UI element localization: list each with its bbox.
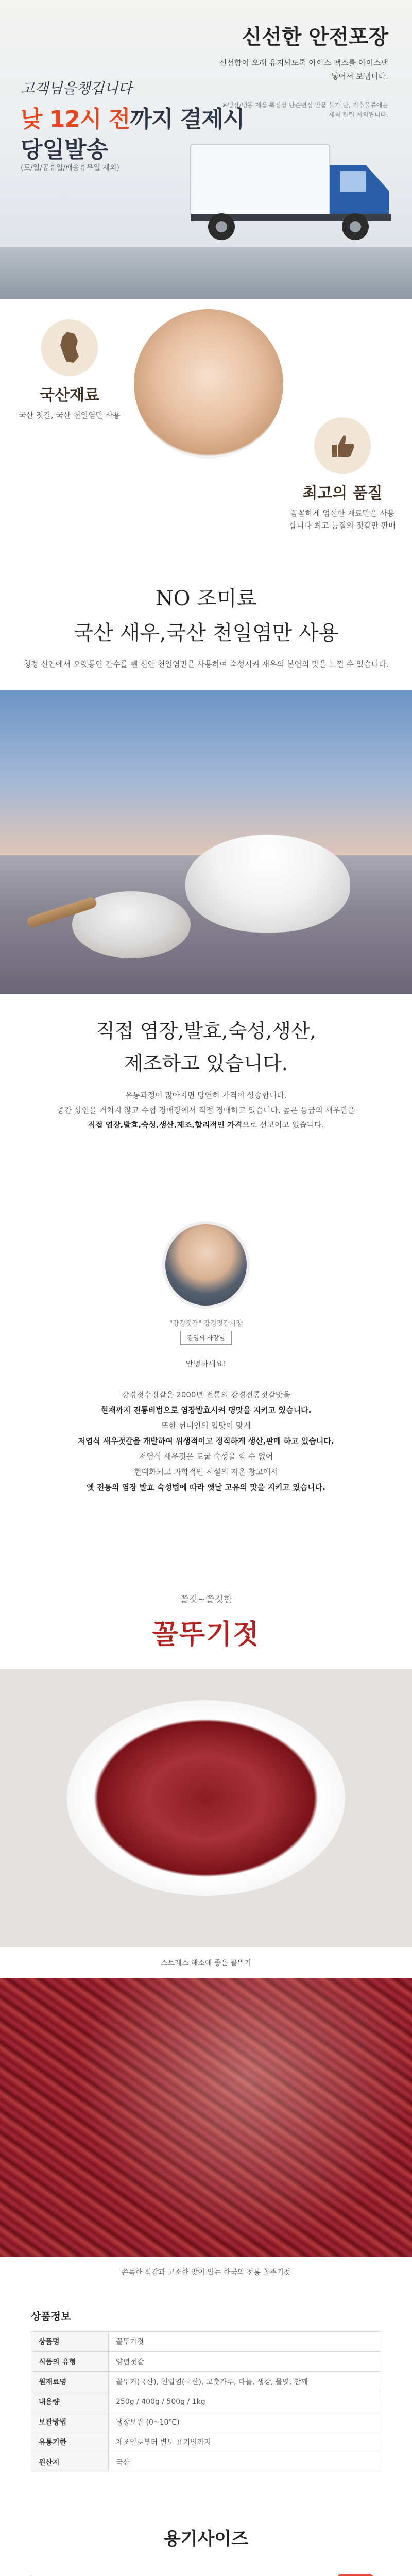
ceo-text-4: 현대화되고 과학적인 시설의 저온 창고에서 bbox=[134, 1467, 278, 1477]
table-row bbox=[31, 2412, 381, 2432]
ceo-text-1-bold: 현재까지 전통비법으로 염장발효시켜 명맛을 지키고 있습니다. bbox=[100, 1405, 312, 1415]
table-value: 250g / 400g / 500g / 1kg bbox=[109, 2392, 381, 2412]
product-tagline: 쫄깃~쫄깃한 bbox=[179, 1594, 233, 1605]
process-subheading: 제조하고 있습니다. bbox=[124, 1052, 288, 1075]
shipping-note: (토/일/공휴일/배송휴무일 제외) bbox=[21, 164, 119, 172]
ceo-caption-text: "강경젓갈" 강경젓갈시장 bbox=[169, 1320, 243, 1328]
ceo-caption bbox=[0, 1318, 412, 1345]
ceo-section bbox=[0, 1221, 412, 1566]
product-info-table bbox=[31, 2331, 381, 2472]
shipping-banner bbox=[0, 0, 412, 299]
ingredients-section bbox=[0, 299, 412, 562]
korea-map-icon bbox=[41, 319, 98, 376]
table-value: 꼴뚜기젓 bbox=[109, 2332, 381, 2352]
container-size-title: 용기사이즈 bbox=[163, 2529, 249, 2549]
badge-quality-title: 최고의 품질 bbox=[302, 484, 383, 502]
table-value: 냉장보관 (0~10℃) bbox=[109, 2412, 381, 2432]
table-value: 꼴뚜기(국산), 천일염(국산), 고춧가루, 마늘, 생강, 물엿, 참깨 bbox=[109, 2372, 381, 2392]
shipping-title bbox=[21, 100, 244, 133]
food-photo-1 bbox=[0, 1669, 412, 1947]
process-text-1: 유통과정이 많아지면 당연히 가격이 상승합니다. bbox=[125, 1091, 287, 1100]
table-value: 양념젓갈 bbox=[109, 2352, 381, 2372]
ceo-text-3: 저염식 새우젓은 토굴 숙성을 할 수 없어 bbox=[139, 1452, 273, 1461]
shipping-logo: 고객님을챙깁니다 bbox=[21, 80, 132, 97]
no-msg-subheading: 국산 새우,국산 천일염만 사용 bbox=[73, 621, 339, 645]
table-key: 원재료명 bbox=[31, 2372, 109, 2392]
process-text-bold: 직접 염장,발효,숙성,생산,제조,합리적인 가격 bbox=[88, 1120, 243, 1129]
table-key: 식품의 유형 bbox=[31, 2352, 109, 2372]
badge-quality bbox=[288, 417, 397, 532]
table-value: 국산 bbox=[109, 2452, 381, 2472]
table-row bbox=[31, 2452, 381, 2472]
shipping-subtitle: 당일발송 bbox=[21, 137, 109, 163]
no-msg-heading: NO 조미료 bbox=[155, 587, 257, 611]
ceo-greeting: 안녕하세요! bbox=[185, 1359, 227, 1368]
table-key: 유통기한 bbox=[31, 2432, 109, 2452]
table-value: 제조일로부터 별도 표기일까지 bbox=[109, 2432, 381, 2452]
process-paragraph bbox=[0, 1088, 412, 1132]
table-row bbox=[31, 2372, 381, 2392]
badge-domestic-title: 국산재료 bbox=[40, 386, 99, 404]
ceo-name-badge: 김영씨 사장님 bbox=[180, 1331, 231, 1345]
table-row bbox=[31, 2332, 381, 2352]
badge-domestic bbox=[15, 319, 124, 421]
badge-domestic-desc: 국산 젓갈, 국산 천일염만 사용 bbox=[19, 411, 121, 420]
ceo-text-2: 또한 현대인의 입맛이 맞게 bbox=[161, 1421, 251, 1430]
table-key: 내용량 bbox=[31, 2392, 109, 2412]
table-row bbox=[31, 2432, 381, 2452]
product-title-section bbox=[0, 1566, 412, 1669]
product-info-title: 상품정보 bbox=[31, 2310, 71, 2323]
delivery-truck-icon bbox=[185, 134, 402, 247]
dish-photo bbox=[67, 1700, 345, 1896]
salt-photo bbox=[0, 690, 412, 994]
packaging-note: ※냉장/냉동 제품 특성상 단순변심 반품 불가 단, 기후물류에는 세척 관련 제외됩니다. bbox=[222, 101, 388, 119]
process-heading: 직접 염장,발효,숙성,생산, bbox=[96, 1020, 316, 1042]
product-name: 꼴뚜기젓 bbox=[152, 1619, 260, 1650]
road-background bbox=[0, 247, 412, 299]
ceo-message bbox=[0, 1356, 412, 1495]
ceo-avatar bbox=[162, 1221, 250, 1309]
process-section bbox=[0, 994, 412, 1211]
badge-quality-desc: 꼼꼼하게 엄선한 재료만을 사용합니다 최고 품질의 젓갈만 판매 bbox=[289, 509, 396, 530]
container-size-row bbox=[31, 2565, 381, 2576]
ceo-text-1: 강경젓수정갈은 2000년 전통의 강경전통젓갈맛을 bbox=[122, 1390, 290, 1399]
ceo-text-4-bold: 옛 전통의 염장 발효 숙성법에 따라 옛날 고유의 맛을 지키고 있습니다. bbox=[87, 1483, 325, 1492]
table-key: 상품명 bbox=[31, 2332, 109, 2352]
table-row bbox=[31, 2392, 381, 2412]
food-caption-2: 쫀득한 식감과 고소한 맛이 있는 한국의 전통 꼴뚜기젓 bbox=[121, 2268, 291, 2277]
salt-bowl bbox=[185, 835, 350, 933]
table-key: 원산지 bbox=[31, 2452, 109, 2472]
ceo-text-2-bold: 저염식 새우젓갈을 개발하여 위생적이고 정직하게 생산,판매 하고 있습니다. bbox=[78, 1436, 334, 1446]
no-msg-paragraph: 청정 신안에서 오랫동안 간수를 뺀 신안 천일염만을 사용하여 숙성시켜 새우의 본연의 맛을 느낄 수 있습니다. bbox=[23, 659, 389, 669]
product-info-section bbox=[0, 2287, 412, 2519]
process-text-3: 으로 선보이고 있습니다. bbox=[242, 1120, 324, 1129]
table-key: 보관방법 bbox=[31, 2412, 109, 2432]
food-caption-1: 스트레스 해소에 좋은 꼴뚜기 bbox=[161, 1959, 251, 1968]
plate-photo bbox=[134, 309, 283, 459]
shipping-time: 낮 12시 전 bbox=[21, 106, 130, 132]
process-text-2: 중간 상인을 거치지 않고 수협 경매장에서 직접 경매하고 있습니다. 높은 등급의 새우만을 bbox=[57, 1105, 355, 1115]
shipping-condition: 까지 결제시 bbox=[130, 106, 245, 132]
container-size-section bbox=[0, 2519, 412, 2576]
packaging-copy: 신선함이 오래 유지되도록 아이스 팩스를 아이스팩 넣어서 보냅니다. bbox=[219, 58, 388, 81]
no-msg-section bbox=[0, 562, 412, 690]
packaging-title: 신선한 안전포장 bbox=[242, 25, 388, 49]
photo-highlight bbox=[0, 1978, 412, 2257]
table-row bbox=[31, 2352, 381, 2372]
food-photo-2 bbox=[0, 1978, 412, 2257]
thumbs-up-icon bbox=[314, 417, 371, 474]
